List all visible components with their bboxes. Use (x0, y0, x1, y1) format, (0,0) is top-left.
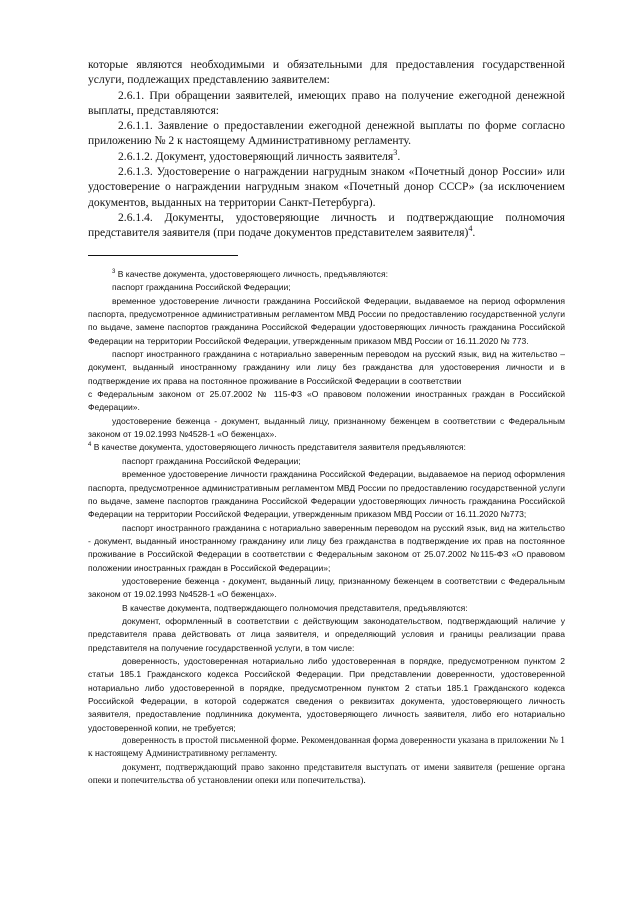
paragraph: 2.6.1.2. Документ, удостоверяющий личность заявителя$^3$. (118, 147, 401, 163)
paragraph: 2.6.1. При обращении заявителей, имеющих право на получение ежегодной денежной выплаты, представляются: (88, 88, 565, 117)
footnote-paragraph: паспорт иностранного гражданина с нотариально заверенным переводом на русский язык, вид на жительство – документ, выданный иностранному гражданину или лицу без гражданства для удостоверения личности и в подтверждение их права на постоянное проживание в Российской Федерации в соответствии (88, 349, 565, 386)
footnote-paragraph: с Федеральным законом от 25.07.2002 № 115-ФЗ «О правовом положении иностранных граждан в Российской Федерации». (88, 389, 565, 413)
footnote-paragraph: удостоверение беженца - документ, выданный лицу, признанному беженцем в соответствии с Федеральным законом от 19.02.1993 №4528-1 «О беженцах». (88, 575, 565, 600)
main-text (88, 57, 565, 241)
paragraph: которые являются необходимыми и обязательными для предоставления государственной услуги, подлежащих представлению заявителем: (88, 58, 565, 87)
footnote-paragraph: временное удостоверение личности гражданина Российской Федерации, выдаваемое на период оформления паспорта, предусмотренное административным регламентом МВД России по предоставлению государственной услуги по выдаче, замене паспортов гражданина Российской Федерации удостоверяющих личность гражданина Российской Федерации на территории Российской Федерации, утвержденным приказом МВД России от 16.11.2020 № 773. (88, 295, 565, 346)
footnote-paragraph: документ, подтверждающий право законно представителя выступать от имени заявителя (решение органа опеки и попечительства об установлении опеки или попечительства). (88, 762, 565, 787)
footnote-paragraph: документ, оформленный в соответствии с действующим законодательством, подтверждающий наличие у представителя права действовать от лица заявителя, и определяющий условия и границы реализации права представителя на получение государственной услуги, в том числе: (88, 615, 565, 653)
paragraph: 2.6.1.1. Заявление о предоставлении ежегодной денежной выплаты по форме согласно приложению № 2 к настоящему Административному регламенту. (88, 119, 565, 148)
footnote-paragraph: $^4$ В качестве документа, удостоверяющего личность представителя заявителя предъявляются: (88, 442, 466, 453)
footnote-paragraph: В качестве документа, подтверждающего полномочия представителя, предъявляются: (122, 602, 468, 613)
footnote-ref[interactable]: 4 (468, 224, 473, 234)
paragraph: 2.6.1.4. Документы, удостоверяющие личность и подтверждающие полномочия представителя заявителя (при подаче документов представителем заявителя)$^4$. (88, 210, 565, 240)
footnote-paragraph: $^3$ В качестве документа, удостоверяющего личность, предъявляются: (112, 269, 388, 279)
footnote-number: 4 (88, 442, 92, 449)
footnote-paragraph: доверенность, удостоверенная нотариально либо удостоверенная в порядке, предусмотренном пунктом 2 статьи 185.1 Гражданского кодекса Российской Федерации. При представлении доверенности, удостоверенной нотариально либо удостоверенной в порядке, предусмотренном пунктом 2 статьи 185.1 Гражданского кодекса Российской Федерации, в которой содержатся сведения о реквизитах документа, удостоверяющего личность заявителя, предоставление подлинника документа, удостоверяющего личность заявителя, либо его нотариально удостоверенной копии, не требуется; (88, 655, 565, 733)
footnote-number: 3 (112, 269, 116, 276)
footnote-paragraph: удостоверение беженца - документ, выданный лицу, признанному беженцем в соответствии с Федеральным законом от 19.02.1993 №4528-1 «О беженцах». (88, 415, 565, 440)
footnote-paragraph: паспорт гражданина Российской Федерации; (112, 282, 291, 293)
footnote-separator (88, 255, 238, 256)
footnote-paragraph: паспорт иностранного гражданина с нотариально заверенным переводом на русский язык, вид на жительство - документ, выданный иностранному гражданину или лицу без гражданства в подтверждение их прав на постоянное проживание в Российской Федерации в соответствии с Федеральным законом от 25.07.2002 №115-ФЗ «О правовом положении иностранных граждан в Российской Федерации»; (88, 522, 565, 573)
footnote-ref[interactable]: 3 (393, 147, 398, 157)
paragraph: 2.6.1.3. Удостоверение о награждении нагрудным знаком «Почетный донор России» или удостоверение о награждении нагрудным знаком «Почетный донор СССР» (за исключением документов, выданных на территории Санкт-Петербурга). (88, 165, 565, 209)
footnote-paragraph: паспорт гражданина Российской Федерации; (122, 455, 301, 466)
footnote-paragraph: временное удостоверение личности гражданина Российской Федерации, выдаваемое на период оформления паспорта, предусмотренное административным регламентом МВД России по предоставлению государственной услуги по выдаче, замене паспортов гражданина Российской Федерации удостоверяющих личность гражданина Российской Федерации на территории Российской Федерации, утвержденным приказом МВД России от 16.11.2020 №773; (88, 469, 565, 520)
footnote-paragraph: доверенность в простой письменной форме. Рекомендованная форма доверенности указана в приложении № 1 к настоящему Административному регламенту. (88, 736, 565, 760)
footnotes (88, 268, 565, 788)
